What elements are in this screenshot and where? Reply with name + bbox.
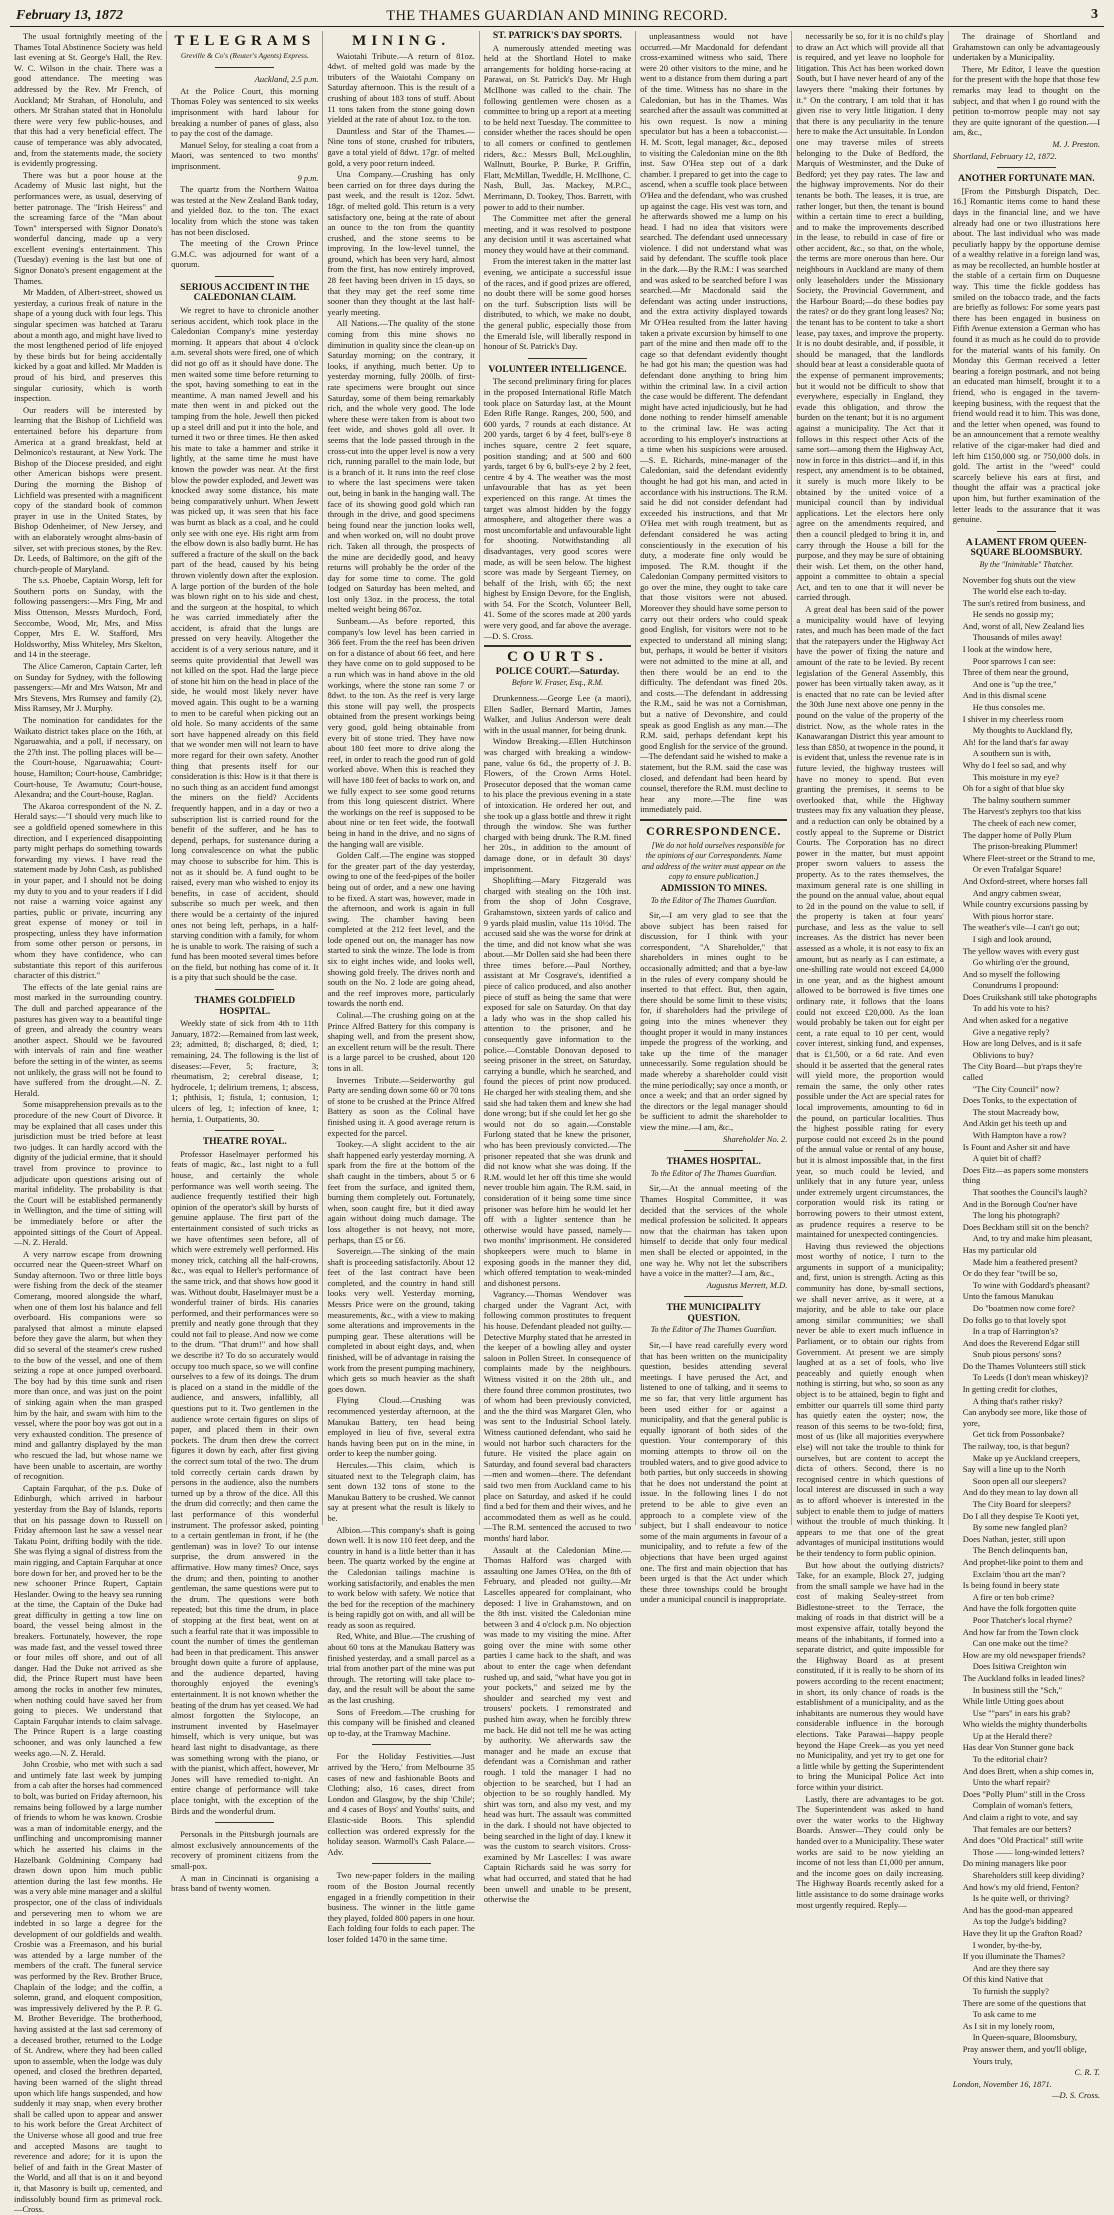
verse-line: Does Nathan, jester, still upon: [962, 1533, 1066, 1544]
court-case: unpleasantness would not have occurred.—Mr Macdonald for defendant cross-examined witness who said, There were 20 other visitors to the mine, and he went to a distance from them during a part of the time. Witness has no share in the Caledonian, but has in the Thames. Was searched after the assault was committed at his own request. Is now a mining speculator but has a been a tobacconist.—H. M. Scott, legal manager, &c., deposed to visiting the Caledonian mine on the 8th inst. Saw O'Hea step out of a dark chamber. I prepared to get into the cage to ascend, when a scuffle took place between O'Hea and the defendant, who was crushed up against the cage. His vest was torn, and he afterwards showed me a lump on his head. I had no idea that visitors were searched. The defendant used unnecessary violence. I did not understand what was said by defendant. The scuffle took place in the dark.—By the R.M.: I was searched and was asked to be searched before I was searched.—Mr Macdonald said the defendant was acting under instructions, and the extra activity displayed towards Mr O'Hea resulted from the latter having taken a private excursion by himself to one part of the mine and then made off to the cage so that defendant evidently thought he had got his man; the question was had defendant done anything to bring him within the criminal law. In a civil action the case would be different. The defendant might have acted injudiciously, but he had done nothing to render himself amenable to the criminal law. He was acting according to his employer's instructions at a time when his suspicions were aroused.—S. E. Richards, mine-manager of the Caledonian, said the defendant evidently thought he had got his man, and acted in accordance with his instructions. The R.M. said he did not consider defendant had exceeded his instructions, and that Mr O'Hea met with rough treatment, but as defendant considered he was acting conscientiously in the execution of his duty, a moderate fine only would be imposed. The R.M. thought if the Caledonian Company permitted visitors to go over the mine, they ought to take care that those visitors were not abused. Moreover they should have some person to carry out their orders who could speak good English, for visitors were not to be expected to understand all mining slang; but, perhaps, it would be better if visitors were not admitted to the mine at all, and then there would be an end to the difficulty. The defendant was fined 20s. and costs.—The defendant in addressing the R.M., said he was not a Cornishman, but a native of Devonshire, and could speak as good English as any man.—The R.M. said, perhaps defendant kept his good English for the service of the ground.—The defendant said he wished to make a statement, but the R.M. said the case was closed, and defendant had been heard by counsel, therefore the R.M. must decline to hear any more.—The fine was immediately paid.: [640, 31, 788, 815]
verse-line: That females are our betters?: [972, 1823, 1072, 1834]
verse-line: Have they lit up the Grafton Road?: [962, 1927, 1083, 1938]
court-reports: [484, 693, 631, 1905]
courts-heading: COURTS.: [507, 649, 608, 666]
verse-line: Yours truly,: [972, 2055, 1013, 2066]
letter-paragraph: A great deal has been said of the power a municipality would have of levying rates, and much has been made of the fact that the ratepayers under the Highway Act have the power of fixing the nature and amount of the rate to be levied. By recent legislation of the General Assembly, this power has been virtually taken away, as it is enacted that no rate can be levied after the 30th June next above one penny in the pound on the value of the property of the district. Now, as the whole rates in the Kanawarangan District this year amount to less than £850, at twopence in the pound, it is evident that, unless the revenue rate is in future levied, the highway trustees will have no money to spend. But even granting the premises, it seems to be overlooked that, while the Highway trustees may fix any valuation they please, and a reduction can only be obtained by a costly appeal to the Supreme or District Courts. The Corporation has no direct power in the matter, but must appoint proper sworn valuers to assess the property. As to the rates themselves, the maximum general rate is one shilling in the pound on the annual value, about equal to 2d in the pound on the value to sell, if the property is taken at four years' purchase, and less as the value to sell increases. As the district has never been assessed as a whole, it is not easy to fix an amount, but as nearly as I can estimate, a one-shilling rate would not exceed £4,000 in one year, and as the highest amount allowed to be borrowed is five times one ordinary rate, it follows that the loans could not exceed £20,000. As the loan would probably be taken out for eight per cent, a rate equal to 10 per cent, would cover interest, sinking fund, and expenses, that is £1,500, or a 6d rate. And even should it be asserted that the general rates will yield more, the proportion would remain the same, the only other rates possible under the Act are special rates for local improvements, amounting to 6d in the pound, on particular localities. Thus the highest possible rating for every purpose could not exceed 2s in the pound of the annual value or rental of any house, but it is almost impossible that, in the first year, so much could be levied, and unlikely that in any future year, unless under extremely urgent circumstances, the corporation would risk its rating or borrowing powers to their utmost extent, as prudence requires a reserve to be maintained for unexpected contingencies.: [796, 604, 944, 1240]
verse-line: The cheek of each new comer,: [972, 817, 1077, 828]
verse-line: Thousands of miles away!: [972, 632, 1063, 643]
news-paragraph: Our readers will be interested by learning that the Bishop of Lichfield was entertained before his departure from America at a grand breakfast, held at Delmonico's restaurant, at New York. The Bishop of the Diocese presided, and eight other American bishops were present. During the morning the Bishop of Lichfield was presented with a magnificent copy of the standard book of common prayer in use in the United States, by Bishop Odenheimer, of New Jersey, and with an elaborately wrought alms-basin of silver, set with precious stones, by the Rev. Dr. Leeds, of Baltimore, on the gift of the church-people of Maryland.: [14, 404, 163, 574]
verse-line: In Queen-square, Bloomsbury,: [972, 2032, 1077, 2043]
verse-line: Soon open all our sleepers?: [972, 1475, 1067, 1486]
verse-line: Unto the famous Manukau: [962, 1291, 1054, 1302]
verse-line: The balmy southern summer: [972, 794, 1071, 805]
letter-heading: THE MUNICIPALITY QUESTION.: [666, 1303, 762, 1324]
divider: [684, 1296, 743, 1297]
verse-line: I shiver in my cheerless room: [962, 713, 1064, 724]
mining-report: Dauntless and Star of the Thames.—Nine tons of stone, crushed for tributers, gave a total yield of 8dwt. 17gr. of melted gold, a very poor return indeed.: [327, 125, 475, 168]
mining-reports: [327, 51, 474, 1739]
verse-line: And one is "up the tree,": [972, 678, 1057, 689]
court-case: Drunkenness.—George Lee (a maori), Ellen Sadler, Bernard Martin, James Walker, and Julius Anderson were dealt with in the usual manner, for being drunk.: [483, 693, 632, 735]
verse-line: Poor Thatcher's local rhyme?: [972, 1614, 1073, 1625]
verse-line: By some new fangled plan?: [972, 1522, 1068, 1533]
letter-body: Sir,—At the annual meeting of the Thames Hospital Committee, it was decided that the services of the whole medical profession be solicited. It appears now that the chairman has taken upon himself to decide that only four medical men shall be elected or appointed, in the one way he. Why not let the subscribers have a voice in the matter?—I am, &c.,: [640, 1183, 788, 1279]
verse-line: Oblivions to buy?: [972, 1049, 1034, 1060]
verse-line: And when asked for a negative: [962, 1015, 1069, 1026]
letter-paragraph: There, Mr Editor, I leave the question for the present with the hope that those few remarks may lead to thought on the subject, and that when I go round with the petition to-morrow people may not say they are quite ignorant of the question.—I am, &c.,: [952, 63, 1101, 138]
verse-line: And in the Borough Cou'ner have: [962, 1198, 1078, 1209]
verse-line: The sun's retired from business, and: [962, 597, 1086, 608]
column-7: [948, 31, 1104, 2101]
verse-line: Say will a line up to the North: [962, 1464, 1066, 1475]
court-case: Window Breaking.—Ellen Hutchinson was charged with breaking a window-pane, value 6s 6d., the property of J. B. Flowers, of the Crown Arms Hotel. Prosecutor deposed that the woman came to his place the previous evening in a state of intoxication. He ordered her out, and she took up a glass bottle and threw it right through the window. She was further charged with being drunk. The R.M. fined her 20s., in addition to the amount of damage done, or in default 30 days' imprisonment.: [483, 736, 632, 874]
fortunate-heading: ANOTHER FORTUNATE MAN.: [958, 174, 1095, 185]
verse-line: Make up ye Auckland creepers,: [972, 1452, 1081, 1463]
end-signature: —D. S. Cross.: [1051, 2090, 1101, 2101]
verse-line: Do "boatmen now come fore?: [972, 1302, 1075, 1313]
letter-paragraph: Having thus reviewed the objections most worthy of notice, I turn to the arguments in support of a municipality; and, first, union is strength. Acting as this community has done, by-small sections, we shall never arrive, as it were, at a majority, and be able to take our place among similar communities; we shall never be able to exert much influence in Parliament, or to obtain our rights from Government. At present we are simply laughed at as a set of fools, who live peaceably and quietly enough when nothing is stirring, but who, so soon as any object is to be attained, begin to fight and embitter our quarrels till some third party has quietly eaten the oyster; now, the reason of this seems to be two-fold; first, most of us (like all majorities everywhere else) will not take the trouble to think for ourselves, but are content to accept the dicta of others. Second, there is no recognised centre in which questions of local interest are discussed in such a way as to afford whoever is interested in the subject to enable them to judge of matters without the trouble of much thinking. It appears to me that one of the great advantages of municipal institutions would be their tendency to form public opinion.: [796, 1240, 944, 1558]
verse-line: Do the Thames Volunteers still stick: [962, 1360, 1086, 1371]
verse-line: Has dear Von Stunner gone back: [962, 1742, 1074, 1753]
verse-line: He thus consoles me.: [972, 702, 1045, 713]
verse-line: Of this kind Native that: [962, 1974, 1043, 1985]
letter-salutation: To the Editor of The Thames Guardian.: [650, 1325, 777, 1335]
verse-line: And does "Old Practical" still write: [962, 1835, 1084, 1846]
verse-line: Does Fitz—as papers some monsters thing: [962, 1164, 1089, 1186]
verse-line: And, worst of all, New Zealand lies: [962, 620, 1085, 631]
court-report-continued: [640, 31, 787, 815]
verse-line: And in this dismal scene: [962, 690, 1047, 701]
magistrate-line: Before W. Fraser, Esq., R.M.: [511, 678, 604, 688]
letter-heading: THAMES HOSPITAL.: [666, 1157, 761, 1168]
mining-report: Invernes Tribute.—Seiderworthy gul Party are sending down some 60 or 70 tons of stone to be crushed at the Prince Alfred Battery as soon as the Colinal have finished using it. A good average return is expected for the parcel.: [327, 1074, 475, 1138]
article-paragraph: The Committee met after the general meeting, and it was resolved to postpone any decision until it was ascertained what money they would have at their command.: [483, 213, 632, 255]
letter-body: Sir,—I have read carefully every word that has been written on the municipality question, besides attending several meetings. I have perused the Act, and listened to one of talking, and it seems to me so far, that very little argument has been used either for or against a municipality, and that the general public is equally ignorant of both sides of the question. Your contemporary of this morning attempts to throw oil on the troubled waters, and to give good advice to both parties, but only succeeds in showing that he does not understand the point at issue. In the following lines I do not pretend to be able to give even an approach to a complete view of the subject, but I shall endeavour to notice some of the main arguments in favour of a municipality, and to refute a few of the objections that have been urged against one. The first and main objection that has been urged is that the Act under which these three townships could be brought under a municipal council is inappropriate.: [640, 1340, 788, 1605]
verse-line: Does Cruikshank still take photographs: [962, 991, 1097, 1002]
verse-line: Does Tonks, to the expectation of: [962, 1095, 1077, 1106]
verse-line: Who wields the mighty thunderbolts: [962, 1719, 1087, 1730]
news-paragraph: Mr Madden, of Albert-street, showed us yesterday, a curious freak of nature in the shape of a young duck with four legs. This singular specimen was hatched at Tararu about a month ago, and might have lived to the most lengthened period of life enjoyed by these birds but for being accidentally kicked by a goat and killed. Mr Madden is proud of his bird, and preserves this singular curiosity, which is worth inspection.: [14, 287, 163, 404]
letter-paragraph: The drainage of Shortland and Grahamstown can only be advantageously undertaken by a Municipality.: [952, 31, 1101, 63]
verse-line: In business still the "Sch,": [972, 1684, 1063, 1695]
verse-line: A southern sun is with,: [972, 748, 1051, 759]
verse-line: Do mining managers like poor: [962, 1858, 1067, 1869]
letter-paragraph: necessarily be so, for it is no child's play to draw an Act which will provide all that is required, and yet leave no loophole for litigation. This Act has been worked down South, but I have never heard of any of the lawyers there "making their fortunes by it." On the contrary, I am told that it has given rise to very little litigation. I deny that there is any peculiarity in the tenure here to make the Act unsuitable. In London one may traverse miles of streets belonging to the Duke of Bedford, the Marquis of Westminster, and the Duke of Bedford; yet they pay rates. The law and the highway improvements. Nor do their tenants be both. The leases, it is true, are rather longer, but then, the tenant is bound within a certain time to erect a building, and to make the improvements described in the lease, to rebuild in case of fire or other accident, &c., so that, on the whole, the terms are more onerous than here. Our neighbours in Auckland are many of them only leaseholders under the Missionary Society, the Provincial Government, and the Harbour Board;—do these bodies pay the rates? or do they grant long leases? No; the tenant has to be content to take a short lease, pay taxes, and improve the property. It is no doubt desirable, and, if possible, it should be managed, that the landlords should bear at least a considerable quota of the expense of permanent improvements; but it would not be difficult to show that everywhere, especially in England, they evade this obligation, and throw the burden on the tenant; but it is no argument against a municipality. The Act that it follows in this respect other Acts of the same sort—among them the Highway Act, now in force in this district—and if, in this respect, any amendment is to be obtained, it surely is much more likely to be obtained by the united voice of a municipal council than by individual applications. Let the electors here only agree on the amendments required, and then a council pledged to bring it in, and carry through the House a bill for the purpose, and they may be sure of obtaining their wish. Let them, on the other hand, appoint a committee to obtain a special Act, and ten to one that it will never be carried through.: [796, 31, 944, 603]
verse-line: In getting credit for clothes,: [962, 1384, 1058, 1395]
advertisement: For the Holiday Festivities.—Just arrived by the 'Hero,' from Melbourne 35 cases of new and fashionable Boots and Clothing; also, 16 cases, direct from London and Glasgow, by the ship 'Chile'; and 4 cases of Boys' and Youths' suits, and Elastic-side Boots. This splendid collection was ordered expressly for the holiday season. Warmoll's Cash Palace.—Adv.: [327, 1751, 475, 1857]
poem-signature: C. R. T.: [1074, 2067, 1101, 2078]
verse-line: I sigh and look around,: [972, 933, 1052, 944]
telegram-item: At the Police Court, this morning Thomas Foley was sentenced to six weeks imprisonment with hard labour for breaking a number of panes of glass, also to pay the cost of the damage.: [171, 85, 319, 139]
verse-line: To add his vote to his?: [972, 1003, 1050, 1014]
verse-line: Those —— long-winded letters?: [972, 1846, 1085, 1857]
verse-line: Use ""pars" in ears his grab?: [972, 1707, 1071, 1718]
verse-line: And does the Reverend Edgar still: [962, 1337, 1080, 1348]
verse-line: And, to try and make him pleasant,: [972, 1233, 1093, 1244]
mining-heading: MINING.: [352, 33, 451, 49]
verse-line: Give a negative reply?: [972, 1026, 1050, 1037]
verse-line: Does "Polly Plum" still in the Cross: [962, 1788, 1085, 1799]
poem-date: London, November 16, 1871.: [952, 2078, 1052, 2089]
verse-line: How are my old newspaper friends?: [962, 1649, 1086, 1660]
volunteer-heading: VOLUNTEER INTELLIGENCE.: [488, 364, 627, 375]
verse-line: Why do I feel so sad, and why: [962, 760, 1067, 770]
verse-line: The City Board—but p'raps they're called: [962, 1061, 1082, 1083]
verse-line: To the editorial chair?: [972, 1754, 1048, 1765]
mining-report: Sunbeam.—As before reported, this company's low level has been carried in 366 feet. From the the reef has been driven on for a distance of about 66 feet, and here they have come on to gold supposed to be a run which was in hand above in the old workings, where the stone ran some 7 or 8dwt. to the ton. As the reef is very large this stone will pay well, the prospects obtained from the present workings being very good, gold being obtainable from every bit of stone tried. They have now about 180 feet more to drive along the reef, in order to reach the good run of gold worked above. When this is reached they will have 180 feet of backs to work on, and we fully expect to see some good returns from this long quiescent district. Where the workings on the reef is supposed to be about nine or ten feet wide, the footwall being in hand in the drive, and no signs of the hanging wall are visible.: [327, 616, 475, 849]
article-paragraph: A numerously attended meeting was held at the Shortland Hotel to make arrangements for holding horse-racing at Parawai, on St. Patrick's Day. Mr Hugh McIlhone was called to the chair. The following gentlemen were chosen as a committee to bring up a report at a meeting to be held next Tuesday. The committee to consider whether the races should be open to all comers or confined to gentlemen riders, &c.: Messrs Bull, McLoughlin, Wallnutt, Bourke, P. Burke, P. Griffin, Flatt, McMillan, Tweddle, H. McIlhone, C. Nash, Bull, Jas. Mackey, M.P.C., Merrimann, D. Tookey, Thos. Barrett, with power to add to their number.: [483, 42, 632, 212]
verse-line: Oh for a sight of that blue sky: [962, 783, 1065, 794]
telegrams-agent: Greville & Co's (Reuter's Agents) Express.: [180, 50, 309, 60]
verse-line: To furnish the supply?: [972, 1985, 1049, 1996]
telegram-item: Manuel Seloy, for stealing a coat from a Maori, was sentenced to two months' imprisonment.: [171, 139, 319, 171]
lament-poem: [953, 575, 1100, 2067]
column-5: [635, 31, 791, 1605]
verse-line: Made him a feathered present?: [972, 1256, 1078, 1267]
verse-line: Is Fount and Asher sit and have: [962, 1141, 1070, 1152]
verse-line: And are they there say: [972, 1962, 1050, 1973]
divider: [372, 1863, 431, 1864]
municipality-letter-continued: [796, 31, 943, 1910]
verse-line: Snub pious persons' sons?: [972, 1349, 1062, 1360]
verse-line: While country excursions passing by: [962, 899, 1089, 910]
local-news: [14, 31, 162, 2215]
verse-line: And how's my old friend, Fenton?: [962, 1881, 1079, 1892]
mining-report: Waiotahi Tribute.—A return of 81oz. 4dwt. of melted gold was made by the tributers of the Waiotahi Company on Saturday afternoon. This is the result of a crushing of about 183 tons of stuff. About 11 tons taken from the stone going down yielded at the rate of about 1oz. to the ton.: [327, 50, 475, 125]
letter-signature: Augustus Merrett, M.D.: [706, 1279, 788, 1290]
letter-salutation: To the Editor of The Thames Guardian.: [650, 895, 777, 905]
verse-line: There are some of the questions that: [962, 1997, 1086, 2008]
verse-line: And prophet-like point to them and: [962, 1556, 1083, 1567]
verse-line: Can anybody see more, like those of yore,: [962, 1407, 1087, 1428]
verse-line: A thing that's rather risky?: [972, 1395, 1063, 1406]
mining-report: Una Company.—Crushing has only been carried on for three days during the past week, and the result is 12oz. 5dwt. 18gr. of melted gold. This return is a very satisfactory one, being at the rate of about an ounce to the ton from the quantity crushed, and the stone seems to be improving. In the low-level tunnel, the ground, which has been very hard, almost from the first, has now entirely improved, 28 feet having been driven in 15 days, so that they may get the reef some time sooner than they thought at the last half-yearly meeting.: [327, 169, 475, 317]
letter-heading: ADMISSION TO MINES.: [660, 883, 768, 894]
divider: [215, 67, 274, 68]
verse-line: The City Board for sleepers?: [972, 1499, 1071, 1509]
court-case: Vagrancy.—Thomas Wendover was charged under the Vagrant Act, with following common prostitutes to frequent his house. Defendant pleaded not guilty.—Detective Murphy stated that he arrested in the keeper of a bowling alley and oyster saloon in Pollen Street. In consequence of complaints made by the neighbours. Witness visited it on the 28th ult., and there found three common prostitutes, two of whom had been previously convicted, and the the third was Margaret Glen, who was sent to the Industrial School lately. Witness cautioned defendant, who said he would not harbor such characters for the future. He visited the place again on Saturday, and found several bad characters—men and women—there. The defendant said two men from Auckland came to his place on Saturday, and asked if he could find a bed for them and their wives, and he accommodated them as well as he could.—The R.M. sentenced the accused to two months' hard labor.: [483, 1289, 632, 1543]
verse-line: To Leeds (I don't mean whiskey)?: [972, 1372, 1089, 1383]
verse-line: Is being found in beery state: [962, 1580, 1060, 1591]
divider: [215, 989, 274, 990]
issue-date: February 13, 1872: [16, 8, 123, 23]
column-4: [479, 31, 635, 1905]
news-paragraph: John Crosbie, who met with such a sad and untimely fate last week by jumping from a cab after the horses had commenced to bolt, was buried on Friday afternoon, his remains being followed by a large number of friends to whom he was known. Crosbie was a man of indomitable energy, and the unflinching and uncompromising manner which he asserted his claims in the Hazelbank Goldmining Company had drawn down upon him much public attention during the last few months. He was a very able mine manager and a skilful prospector, one of the class of individuals and persevering men to whom we are indebted in so large a degree for the development of our goldfields and wealth. Crosbie was a Freemason, and his burial was attended by a large number of the members of the craft. The funeral service was performed by the Rev. Brother Bruce, Chaplain of the lodge; and the coffin, a solemn, grand, and eloquent composition, was impressively delivered by the P. P. G. M. Brother Beveridge. The brotherhood, having assisted at the last sad ceremony of a deceased brother, returned to the Lodge of St. Andrew, where they had been called upon to assemble, when the lodge was duly opened, and closed the brethren departed, having been warned of the slight thread upon which life hangs suspended, and how suddenly it may snap, when every brother shall be called upon to appear and answer to his work before the Great Architect of the Universe whose all good and true free and accepted Masons are taught to reverence and adore; for it is upon the belief of and faith in the Great Master of the World, and all that is on it and beyond it, that Masonry is built up, cemented, and indissolubly bound firm as primeval rock.—Cross.: [14, 1759, 163, 2215]
correspondence-heading: CORRESPONDENCE.: [646, 823, 782, 838]
divider: [215, 276, 274, 277]
article-paragraph: Professor Haselmayer performed his feats of magic, &c., last night to a full house, and certainly the whole performance was well worth seeing. The audience frequently testified their high opinion of the operator's skill by bursts of genuine applause. The first part of the entertainment consisted of such tricks as we have oftentimes seen before, all of which were extremely well performed. His money trick, catching all the half-crowns, &c., was equal to Heller's performance of the same trick, and that shows how good it was. Without doubt, Haselmayer must be a wonderful trainer of birds. His canaries performed, and their performances were so prettily and neatly gone through that they could not fail to please. And now we come to the drum. "That drum!" and how shall we describe it? To do so accurately would occupy too much space, so we will confine ourselves to a few of its doings. The drum is placed on a stand in the middle of the audience, and answers, infallibly, all questions put to it. Two gentlemen in the audience wrote certain figures on slips of paper, and placed them in their own pockets. The drum then drew the correct figures it down by each, after first giving the correct sum total of the two. The drum told correctly certain cards drawn by persons in the audience, also the numbers turned up by a throw of the dice. All this the drum did correctly; and then came the last performance of this wonderful instrument. The professor asked, pointing to a certain gentleman in front, if he (the gentleman) was in love? To our intense surprise, the drum answered in the affirmative. How many times? Once, says the drum; and then, pointing to another gentleman, the same questions were put to the drum. The questions were both repeated; but this time the drum, in place of stopping at the first beat, went on at such a fearful rate that it was impossible to count the number of times the gentleman had been in that predicament. This answer brought down quite a furore of applause, and the audience departed, having thoroughly enjoyed the evening's entertainment. It is not known whether the beating of the drum has yet ceased. We had almost forgotten the Stylocope, an instrument invented by Haselmayer himself, which is very unique, but was heard last night to disadvantage, as there was something wrong with the piano, or with the pianist, which affect, however, Mr Jones will have remedied to-night. An entire change of performance will take place tonight, with the exception of the Birds and the wonderful drum.: [171, 1148, 319, 1816]
verse-line: Or even Trafalgar Square!: [972, 864, 1062, 875]
mining-report: Albion.—This company's shaft is going down well. It is now 110 feet deep, and the country in hand is a little better than it has been. The quartz worked by the engine at the Caledonian tailings machine is working satisfactorily, and enables the men to work below with safety. We notice that the bed for the reception of the machinery is being rapidly got on with, and all will be ready as soon as required.: [327, 1524, 475, 1630]
newspaper-title: THE THAMES GUARDIAN AND MINING RECORD.: [386, 8, 728, 24]
verse-line: Exclaim 'thou art the man'?: [972, 1568, 1066, 1579]
verse-line: The long his photograph?: [972, 1210, 1060, 1221]
hospital-heading: THAMES GOLDFIELD HOSPITAL.: [194, 996, 296, 1017]
court-case: Shoplifting.—Mary Fitzgerald was charged with stealing on the 10th inst. from the shop of John Cosgrave, Grahamstown, sixteen yards of calico and 9 yards plaid muslin, value 11s 10½d. The accused said she was the worse for drink at the time, and did not know what she was about.—Mr Dollen said she had been there three times before.—Paul Northey, assistant at Mr Cosgrave's, identified a piece of calico produced, and also another piece of stuff as being the same that were exposed for sale on Saturday. On that day a lady who was in the shop called his attention to the prisoner, and he consequently gave information to the police.—Constable Donovan deposed to seeing prisoner in the street, on Saturday, carrying a bundle, which he searched, and found the pieces of print now produced. He charged her with stealing them, and she said she had taken them and knew she had done wrong; but if she could let her go she would not do so again.—Constable Furlong stated that he knew the prisoner, who has been previously convicted.—The prisoner repeated that she was drunk and did not know what she was doing. If the R.M. would let her off this time she would never trouble him again. The R.M. said, in consideration of it being some time since prisoner was before him he would let her off with a lighter sentence than he otherwise would have passed, namely—two months' imprisonment. He considered shopkeepers were much to blame in exposing goods in the manner they did, which offered temptation to weak-minded and dishonest persons.: [483, 875, 632, 1288]
verse-line: Is he quite well, or thriving?: [972, 1893, 1070, 1904]
lament-byline: By the "Inimitable" Thatcher.: [979, 559, 1074, 569]
theatre-article: [171, 1149, 318, 1816]
verse-line: The weather's vile—I can't go out;: [962, 922, 1080, 933]
sports-article: [484, 43, 631, 352]
column-3: [322, 31, 478, 1944]
dateline: Auckland, 2.5 p.m.: [254, 74, 319, 85]
accident-article: [171, 305, 318, 983]
mining-report: Red, White, and Blue.—The crushing of about 60 tons at the Manukau Battery was finished yesterday, and a small parcel as a trial from another part of the mine was put through. The retorting will take place to-day, and the result will be about the same as the last crushing.: [327, 1631, 475, 1706]
verse-line: The Bench delinquents ban,: [972, 1545, 1068, 1556]
verse-line: Do folks go to that lovely spot: [962, 1314, 1067, 1325]
verse-line: Shareholders still keep dividing?: [972, 1870, 1085, 1880]
telegram-item: The quartz from the Northern Waitoa was tested at the New Zealand Bank today, and yielded 8oz. to the ton. The exact locality from which the stone was taken has not been disclosed.: [171, 184, 319, 237]
news-paragraph: There was but a poor house at the Academy of Music last night, but the performances were, as usual, deserving of better patronage. The "Irish Heiress" and the screaming farce of the "Man about Town" interspersed with Signor Donato's wonderful dancing, made up a very excellent evening's entertainment. This (Tuesday) evening is the last but one of Signor Donato's present engagement at the Thames.: [14, 169, 163, 286]
lament-heading: A LAMENT FROM QUEEN-SQUARE BLOOMSBURY.: [965, 537, 1087, 559]
verse-line: The stout Macready bow,: [972, 1106, 1060, 1117]
verse-line: The railway, too, is that begun?: [962, 1441, 1070, 1452]
court-case: Assault at the Caledonian Mine.—Thomas Halford was charged with assaulting one James O'Hea, on the 8th of February, and pleaded not guilty.—Mr Lascelles appeared for complainant, who deposed: I live in Grahamstown, and on the 8th inst. visited the Caledonian mine between 3 and 4 o'clock p.m. No objection was made to my visiting the mine. After going over the mine with some other parties I came back to the shaft, and was about to enter the cage when defendant rushed up, and said, "what have you got in your pockets," and seized me by the shoulder and searched my vest and trousers' pockets. I remonstrated and pushed him away, when he forcibly threw me back. He did not tell me he was acting by authority. We afterwards saw the manager and he made an excuse that defendant was a Cornishman and rather rough. I told the manager I had no objection to be searched, but I had an objection to be so roughly handled. My shirt was torn, and also my vest, and my head was hurt. The assault was committed in the dark. I should not have objected to being searched in the light of day. I knew it was the custom to search visitors. Cross-examined by Mr Lascelles: I was aware Captain Richards said he was sorry for what had occurred, and stated that he had been unwell and unable to be present, otherwise the: [483, 1544, 632, 1905]
divider: [484, 645, 631, 647]
page-number: 3: [1091, 7, 1098, 22]
verse-line: Can one make out the time?: [972, 1638, 1068, 1649]
verse-line: How are long Delves, and is it safe: [962, 1038, 1082, 1049]
verse-line: A quiet bit of chaff?: [972, 1153, 1042, 1164]
verse-line: With pious horror stare.: [972, 910, 1054, 921]
verse-line: I look at the window here,: [962, 644, 1052, 655]
verse-line: Or do they fear "twill be so,: [962, 1268, 1058, 1279]
verse-line: November fog shuts out the view: [962, 574, 1076, 585]
verse-line: Conundrums I propound:: [972, 980, 1059, 991]
verse-line: Does Isitiwa Creighton win: [972, 1661, 1067, 1672]
verse-line: Pray answer them, and you'll oblige,: [962, 2043, 1087, 2054]
verse-line: "The City Council" now?: [972, 1083, 1060, 1094]
verse-line: And has the good-man appeared: [962, 1904, 1073, 1915]
fortunate-article: [From the Pittsburgh Dispatch, Dec. 16.] Romantic items come to hand these days in the financial line, and we have already had one or two illustrations here about. The last individual who was made peculiarly happy by the opportune demise of a wealthy relative in a foreign land was, as may be recollected, an humble hostler at the stable of a certain firm on Duquesne way. This time the fickle goddess has smiled on the tobacco trade, and the facts are briefly as follows: For some years past there has been engaged in business on Fifth Avenue extension a German who has found it as much as he could do to provide for the material wants of his family. On Monday this German received a letter bearing a foreign postmark, and not being an educated man himself, brought it to a friend, who is engaged in the tavern-keeping business, with the request that the friend would read it to him. This was done, and the letter when opened, was found to be an announcement that a remote wealthy relative of the cigar-maker had died and left him £150,000 stg. or 750,000 dols. in gold. The artist in the "weed" could scarcely believe his ears at first, and thought the affair was a practical joke upon him, but further examination of the letter leads to the assurance that it was genuine.: [952, 185, 1101, 525]
divider: [640, 819, 787, 821]
verse-line: Get tick from Possonbake?: [972, 1429, 1065, 1440]
news-paragraph: The nomination for candidates for the Waikato district takes place on the 16th, at Ngaruawahia, and a poll, if necessary, on the 27th inst. The polling places will be—the Court-house, Ngaruawahia; Court-house, Hamilton; Court-house, Cambridge; Court-house, Te Awamutu; Court-house, Alexandra; and the Court-house, Raglan.: [14, 715, 163, 800]
divider: [528, 358, 587, 359]
mining-report: Golden Calf.—The engine was stopped for the greater part of the day yesterday, owing to one of the feed-pipes of the boiler being out of order, and a new one having to be fixed. A start was, however, made in the afternoon, and work is again in full swing. The chamber having been completed at the 212 feet level, and the lode opened out on, the manager has now started to sink the winze. The lode is from six to eight inches wide, and looks well, showing gold freely. The drives north and south on the No. 2 lode are going ahead, and the reef improves more, particularly towards the north end.: [327, 850, 475, 1009]
letter-paragraph: Lastly, there are advantages to be got. The Superintendent was asked to hand over the water works to the Highway Boards. Answer—They could only be handed over to a Municipality. These water works are said to be now yielding an income of not less than £1,000 per annum, and the income goes on daily increasing. The Highway Boards recently asked for a little assistance to do some drainage works most urgently required. Reply—: [796, 1793, 944, 1910]
verse-line: Three of them near the ground,: [962, 667, 1069, 678]
verse-line: If you illuminate the Thames?: [962, 1951, 1066, 1962]
letter-signature: M. J. Preston.: [1052, 138, 1101, 149]
letter-paragraph: But how about the outlying districts? Take, for an example, Block 27, judging from the small sample we have had in the cost of making Sealey-street from Bidlestone-street to the Terrace, the making of roads in that district will be a most expensive affair, totally beyond the means of the inhabitants, if formed into a separate district, and quite impossible for the Highway Board as at present constituted, if it is really to be shorn of its powers according to the recent enactment; in short, its only chance of roads is the establishment of a municipality, and as the inhabitants are numerous they would have considerable influence in the borough elections. Take Parawai—happy people beyond the Hape Creek—as you yet need no Municipality, and yet try to get one for a little while by getting the Superintendent to bring the Municipal Police Act into force within your district.: [796, 1559, 944, 1792]
divider: [997, 167, 1056, 168]
news-paragraph: The Akaroa correspondent of the N. Z. Herald says:—"I should very much like to see a goldfield opened somewhere in this direction, and I experienced disappointing party might perhaps do something towards forwarding my views. I have read the statement made by John Cash, as published in your paper, and I should not be doing my duty to you and to your readers if I did not raise a warning voice against any parties, public or private, incurring any great expense of money or toil in prospecting, unless they have information from some other person or persons, in whom they have confidence, who can substantiate this report of this auriferous character of this district.": [14, 800, 163, 981]
telegrams-heading: TELEGRAMS: [174, 33, 316, 49]
verse-line: Has my particular old: [962, 1244, 1037, 1255]
verse-line: Ah! for the land that's far away: [962, 736, 1069, 747]
sports-heading: ST. PATRICK'S DAY SPORTS.: [492, 31, 622, 41]
verse-line: And claim a right to vote, and say: [962, 1812, 1078, 1823]
divider: [684, 1150, 743, 1151]
verse-line: And Atkin get his teeth up and: [962, 1118, 1067, 1129]
divider: [997, 531, 1056, 532]
mining-report: Tookey.—A slight accident to the air shaft happened early yesterday morning. A spark from the fire at the bottom of the shaft caught in the timbers, about 5 or 6 feet from the surface, and ignited them, burning them completely out. Fortunately, when, soon caught fire, but it died away again without doing much damage. The loss altogether is not heavy, not more, perhaps, than £5 or £6.: [327, 1139, 475, 1245]
news-paragraph: The s.s. Phoebe, Captain Worsp, left for Southern ports on Sunday, with the following passengers:—Mrs Fing, Mr and Miss Ottenson, Messrs Murdoch, Ford, Seccombe, Wood, Mr, Mrs, and Miss Copper, Mrs E. W. Stafford, Mrs Holdsworthy, Miss Whiteley, Mrs Skelton, and 14 in the steerage.: [14, 575, 163, 660]
column-6: [791, 31, 947, 1910]
mining-report: Sons of Freedom.—The crushing for this company will be finished and cleaned up to-day, at the Tramway Machine.: [327, 1706, 475, 1738]
verse-line: He sends no gossip my;: [972, 609, 1054, 620]
news-paragraph: Captain Farquhar, of the p.s. Duke of Edinburgh, which arrived in harbour yesterday from the Bay of Islands, reports that on his passage down to Russell on Friday afternoon last he saw a vessel near Takatu Point, drifting bodily with the tide. She was flying a signal of distress from the main rigging, and Captain Farquhar at once bore down for her, and proved her to be the new schooner Prince Rupert, Captain Heslander. Owing to the heavy sea running at the time, the Captain of the Duke had great difficulty in getting a tow line on board, the vessel being almost in the breakers. Fortunately, however, the rope was made fast, and the vessel towed three or four miles off shore, and out of all danger. Had the Duke not arrived as she did, the Prince Rupert must have been among the rocks in another few minutes, when nothing could have saved her from going to pieces. We understand that Captain Farquhar intends to claim salvage. The Prince Rupert is a large coasting schooner, and was only launched a few weeks ago.—N. Z. Herald.: [14, 1482, 163, 1758]
mining-report: All Nations.—The quality of the stone coming from this mine shows no diminution in quality since the clean-up on Saturday morning; on the contrary, it looks, if anything, much better. Up to yesterday morning, fully 200lb. of first-rate specimens were brought out since Saturday, some of them being remarkably rich, and the whole very good. The lode where these were taken from is about two feet wide, and shows gold all over. It seems that the lode passed through in the cross-cut into the upper level is now a very rich, running parallel to the main lode, but is a branch of it. It runs into the reef close to where the last specimens were taken out, being in bank in the hanging wall. The face of its showing good gold which ran through in the drive, and good specimens being found near the junction looks well, and when worked on, will no doubt prove rich. Taken all through, the prospects of the mine are decidedly good, and heavy returns will probably be the order of the day for some time to come. The gold lodged on Saturday has been melted, and lost only 13oz. in the process, the total melted weight being 867oz.: [327, 318, 475, 615]
verse-line: The yellow waves with every gust: [962, 945, 1080, 956]
verse-line: As top the Judge's bidding?: [972, 1916, 1067, 1927]
news-paragraph: A very narrow escape from drowning occurred near the Queen-street Wharf on Sunday afternoon. Two or three little boys were fishing from the deck of the steamer Comerang, moored alongside the wharf, when one of them lost his balance and fell overboard. His companions were so paralysed that almost a minute elapsed before they gave the alarm, but when they did so several of the steamer's crew rushed to the bow of the vessel, and one of them seizing a rope at once jumped overboard. The boy had by this time sunk and risen more than once, and was just on the point of sinking again when the man grasped him by the hair, and swam with him to the vessel, where the poor boy was got out in a very exhausted condition. The presence of mind and gallantry displayed by the man who rescued the lad, but whose name we have been unable to ascertain, are worthy of recognition.: [14, 1248, 163, 1482]
verse-line: While little Utting goes about: [962, 1696, 1064, 1707]
mining-report: Hercules.—This claim, which is situated next to the Telegraph claim, has sent down 132 tons of stone to the Manukau Battery to be crushed. We cannot say at present what the result is likely to be.: [327, 1459, 475, 1523]
divider: [372, 1744, 431, 1745]
verse-line: And have the folk forgotten quite: [962, 1603, 1077, 1614]
verse-line: As I sit in my lonely room,: [962, 2020, 1055, 2031]
correspondence-note: [We do not hold ourselves responsible for the opinions of our Correspondents. Name and address of the writer must appear on the copy to ensure publication.]: [641, 840, 786, 882]
verse-line: Complain of woman's fetters,: [972, 1800, 1073, 1811]
masthead: [10, 4, 1104, 27]
verse-line: This moisture in my eye?: [972, 771, 1060, 782]
verse-line: A fire or ten bob crime?: [972, 1591, 1055, 1602]
letter-signature: Shareholder No. 2.: [723, 1133, 788, 1144]
verse-line: The Auckland folks in leaded lines?: [962, 1672, 1085, 1683]
news-paragraph: The Alice Cameron, Captain Carter, left on Sunday for Sydney, with the following passengers:—Mr and Mrs Watson, Mr and Mrs Stevens, Mrs Rumsey and family (2), Miss Ramsey, Mr J. Murphy.: [14, 661, 163, 714]
verse-line: The prison-breaking Plummer!: [972, 841, 1078, 852]
news-item: Personals in the Pittsburgh journals are almost exclusively announcements of the recovery of prominent citizens from the small-pox.: [171, 1829, 319, 1871]
dateline: 9 p.m.: [297, 172, 319, 183]
verse-line: Do I all they despise Te Kooti yet,: [962, 1510, 1080, 1521]
hospital-report: Weekly state of sick from 4th to 11th January, 1872:—Remained from last week, 23; admitted, 8; discharged, 8; died, 1; remaining, 24. The following is the list of diseases:—Fever, 5; fracture, 3; rheumatism, 2; cerebral disease, 1; hydrocele, 1; delirium tremens, 1; abscess, 1; phthisis, 1; fistula, 1; contusion, 1; ulcers of leg, 1; infection of knee, 1; hernia, 1. Outpatients, 30.: [171, 1018, 319, 1124]
letter-salutation: To the Editor of The Thames Guardian.: [650, 1168, 777, 1178]
letter-date: Shortland, February 12, 1872.: [952, 150, 1057, 161]
article-paragraph: From the interest taken in the matter last evening, we anticipate a successful issue of the races, and if good prizes are offered, no doubt there will be some good horses on the turf. Subscription lists will be distributed, to which, we make no doubt, the general public, especially those from the Emerald Isle, will liberally respond in honour of St. Patrick's Day.: [483, 256, 632, 352]
verse-line: Unto the wharf repair?: [972, 1777, 1050, 1788]
telegram-item: The meeting of the Crown Prince G.M.C. was adjourned for want of a quorum.: [171, 238, 319, 270]
theatre-heading: THEATRE ROYAL.: [202, 1137, 287, 1148]
verse-line: To ask came to me: [972, 2009, 1037, 2020]
verse-line: That soothes the Council's laugh?: [972, 1186, 1088, 1197]
verse-line: And how far from the Town clock: [962, 1626, 1079, 1637]
verse-line: The Harvest's zephyrs too that kiss: [962, 806, 1082, 817]
verse-line: With Hampton have a row?: [972, 1130, 1067, 1140]
letter-body: Sir,—I am very glad to see that the above subject has been raised for discussion, for I think with your correspondent, "A Shareholder," that shareholders in mines ought to be occasionally admitted; and that a bye-law in the rules of every company should be inserted to that effect. But, then again, there should be some limit to these visits; for, if shareholders had the privilege of going into the mines whenever they thought proper it would in many instances impede the progress of the working, and take up the time of the manager unnecessarily. Some regulation should be made whereby a shareholder could visit the mine periodically; say once a month, or once a week; and that an order signed by the directors or the legal manager should be sufficient to admit the shareholder to view the mine.—I am, &c.,: [640, 910, 788, 1132]
article-paragraph: We regret to have to chronicle another serious accident, which took place in the Caledonian Company's mine yesterday morning. It appears that about 4 o'clock a.m. several shots were fired, one of which did not go off as it should have done. The men waited some time before returning to the spot, having something to eat in the meantime. A man named Jewell and his mate then went in and picked out the tamping from the hole. Jewell then picked up a steel drill and put it into the hole, and turned it two or three times. He then asked his mate to take a hammer and strike it lightly, at the same time he must have known the powder was near. At the first blow the powder exploded, and Jewett was knocked away some distance, his mate being comparatively unhurt. When Jewett was picked up, it was seen that his face was burnt as black as a coal, and he could only see with one eye. His right arm from the elbow down is also badly burnt. He has suffered a fracture of the skull on the back part of the head, caused by his being thrown violently down after the explosion. A large portion of the burden of the hole was blown right on to his side and chest, and the surgeon at the hospital, to which he was carried immediately after the accident, is afraid that the lungs are pressed on very heavily. Altogether the accident is of a very serious nature, and it seems quite providential that Jewell was not killed on the spot. Had the large piece of stone hit him on the head in place of the side, he would most likely never have moved again. This ought to be a warning to men to be careful when picking out an old hole. So many accidents of the same sort have happened already on this field that we wonder men will not learn to have more regard for their own safety. Another thing that presents itself for our consideration is this: How is it that there is no such thing as an accident fund amongst the miners on the field? Accidents frequently happen, and in a day or two a subscription list is carried round for the benefit of the sufferer, and he has to depend, perhaps, for sustenance during a long convalescence on what the public may choose to subscribe for him. This is not as it should be. A fund ought to be raised, every man who wished to enjoy its benefits, in case of accident, should subscribe so much per week, and then there would be a certainty of the injured ones not being left, perhaps, in a half-starving condition with a family, for whom he is unable to work. The raising of such a fund has been mooted several times before on the field, but nothing has come of it. It is a pity that such should be the case.: [171, 305, 319, 983]
mining-report: Sovereign.—The sinking of the main shaft is proceeding satisfactorily. About 12 feet of the last contract have been completed, and the country in hand still looks very well. Yesterday morning, Messrs Price were on the ground, taking measurements, &c., with a view to making some alterations and improvements in the pumping gear. These alterations will be completed in about eight days, and, when finished, will be of advantage in raising the work from the present pumping machinery, which gets so much heavier as the shaft goes down.: [327, 1246, 475, 1394]
verse-line: I wonder, by-the-by,: [972, 1939, 1042, 1950]
verse-line: And do they mean to lay down all: [962, 1487, 1079, 1498]
verse-line: Go whirling o'er the ground,: [972, 957, 1070, 968]
verse-line: In a trap of Harrington's?: [972, 1326, 1059, 1337]
mining-report: Colinal.—The crushing going on at the Prince Alfred Battery for this company is shaping well, and from the present show, an excellent return will be the result. There is a large parcel to be crushed, about 120 tons in all.: [327, 1010, 475, 1073]
column-2: [166, 31, 322, 1894]
verse-line: Does Beckham still sit on the bench?: [962, 1221, 1089, 1232]
news-paragraph: Some misapprehension prevails as to the procedure of the new Court of Divorce. It may be explained that all cases under this jurisdiction must be tried before at least two judges. It can hardly accord with the dignity of the judicial ermine, that it should travel from province to province to adjudicate upon questions arising out of marital infidelity. The probability is that the Court will be established permanently in Wellington, and the time of sitting will be immediately before or after the appointed sittings of the Court of Appeal.—N. Z. Herald.: [14, 1099, 163, 1248]
mining-report: Flying Cloud.—Crushing was recommenced yesterday afternoon, at the Manukau Battery, ten head being employed in lieu of five, several extra hands having been put on in the mine, in order to keep the number going.: [327, 1395, 475, 1459]
verse-line: The dapper home of Polly Plum: [962, 829, 1072, 840]
verse-line: And Oxford-street, where horses fall: [962, 875, 1088, 886]
divider: [215, 1130, 274, 1131]
news-paragraph: The effects of the late genial rains are most marked in the surrounding country. The dull and parched appearance of the pastures has given way to a beautiful tinge of green, and already the country wears another aspect. Should we be favoured with intervals of rain and fine weather before the setting in of the winter, as seems not unlikely, the grass will not be found to have suffered from the drought.—N. Z. Herald.: [14, 981, 163, 1098]
verse-line: And does Brett, when a ship comes in,: [962, 1765, 1094, 1776]
verse-line: And angry cabmen swear,: [972, 887, 1062, 898]
verse-line: To wine with Goddard's pheasant?: [972, 1279, 1090, 1290]
news-paragraph: The usual fortnightly meeting of the Thames Total Abstinence Society was held last evening at St. George's Hall, the Rev. W. C. Wilson in the chair. There was a good attendance. The meeting was addressed by the Rev. Mr French, of Auckland; Mr Strahan, of Honolulu, and others. Mr Strahan stated that in Honolulu there were very few public-houses, and that this had a very beneficial effect. The cause of temperance was ably advocated, and, from the statements made, the society is evidently progressing.: [14, 31, 163, 169]
divider: [215, 1822, 274, 1823]
police-court-heading: POLICE COURT.—Saturday.: [495, 666, 620, 677]
verse-line: Poor sparrows I can see:: [972, 655, 1056, 666]
verse-line: Where Fleet-street or the Strand to me,: [962, 852, 1096, 863]
verse-line: My thoughts to Auckland fly,: [972, 725, 1073, 736]
verse-line: The world else each to-day.: [972, 586, 1067, 597]
column-1: [10, 31, 166, 2215]
volunteer-article: The second preliminary firing for places in the proposed International Rifle Match took place on Saturday last, at the Mount Eden Rifle Range. Ranges, 200, 500, and 600 yards, 7 rounds at each distance. At 200 yards, target 6 by 4 feet, bull's-eye 8 inches square, centre 2 feet square, position standing; and at 500 and 600 yards, target 6 by 6, bull's-eye 2 by 2 feet, centre 4 by 4. The weather was the most unfavourable that has as yet been experienced on this range. At times the target was almost hidden by the foggy atmosphere, and altogether there was a most uncomfortable and unfavourable light for shooting. Notwithstanding all disadvantages, very good scores were made, as will be seen below. The highest score was made by Sergeant Tierney, on behalf of the Irish, with 65; the next highest by Ensign Devore, for the English, with 54. For the Scotch, Volunteer Bell, 41. Some of the scores made at 200 yards were very good, and far above the average.—D. S. Cross.: [483, 376, 632, 641]
accident-heading: SERIOUS ACCIDENT IN THE CALEDONIAN CLAIM.: [180, 282, 310, 304]
news-item: A man in Cincinnati is organising a brass band of twenty women.: [171, 1872, 319, 1894]
verse-line: Up at the Herald there?: [972, 1730, 1053, 1741]
news-item: Two new-paper folders in the mailing room of the Boston Journal recently engaged in a friendly competition in their business. The winner in the little game they played, folded 800 papers in one hour. Each folding four folds to each paper. The loser folded 1470 in the same time.: [327, 1870, 475, 1944]
municipality-letter-end: [953, 31, 1100, 138]
verse-line: And so myself the following: [962, 968, 1060, 979]
